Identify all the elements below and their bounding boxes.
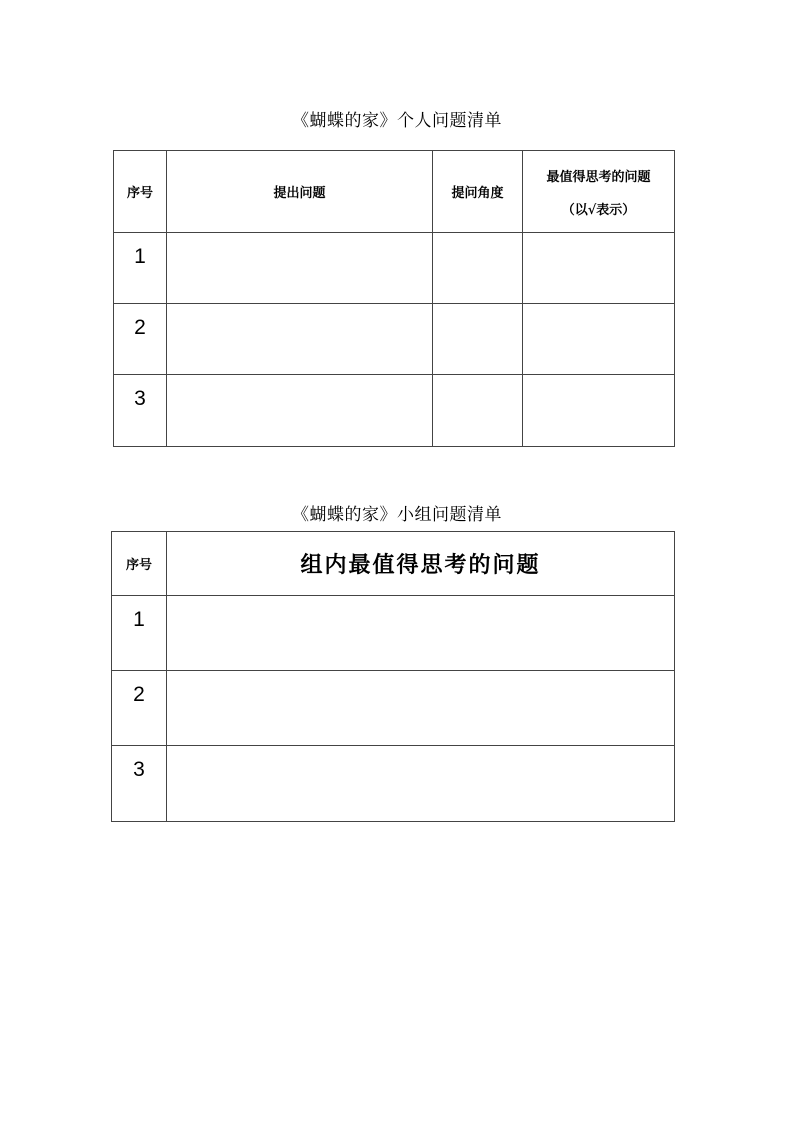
question-cell[interactable] — [167, 233, 433, 304]
row-index: 1 — [114, 233, 167, 304]
header-question: 提出问题 — [167, 151, 433, 233]
header-group-best-question: 组内最值得思考的问题 — [167, 532, 675, 596]
best-check-cell[interactable] — [523, 375, 675, 447]
question-cell[interactable] — [167, 304, 433, 375]
header-index: 序号 — [112, 532, 167, 596]
group-question-cell[interactable] — [167, 671, 675, 746]
header-best-line2: （以√表示） — [561, 202, 636, 218]
best-check-cell[interactable] — [523, 304, 675, 375]
table-row — [114, 375, 675, 447]
row-index: 2 — [112, 671, 167, 746]
individual-question-table — [113, 150, 675, 447]
table-row — [112, 596, 675, 671]
header-best-line1: 最值得思考的问题 — [546, 169, 651, 185]
angle-cell[interactable] — [433, 233, 523, 304]
angle-cell[interactable] — [433, 375, 523, 447]
table-row — [114, 233, 675, 304]
question-cell[interactable] — [167, 375, 433, 447]
table-row — [114, 304, 675, 375]
table-row — [112, 671, 675, 746]
row-index: 2 — [114, 304, 167, 375]
best-check-cell[interactable] — [523, 233, 675, 304]
angle-cell[interactable] — [433, 304, 523, 375]
group-question-cell[interactable] — [167, 596, 675, 671]
group-question-table — [111, 531, 675, 822]
individual-list-title: 《蝴蝶的家》个人问题清单 — [292, 111, 502, 131]
header-best-question — [523, 151, 675, 233]
group-list-title: 《蝴蝶的家》小组问题清单 — [292, 505, 502, 525]
table-row — [112, 746, 675, 822]
header-angle: 提问角度 — [433, 151, 523, 233]
header-index: 序号 — [114, 151, 167, 233]
group-header-row — [112, 532, 675, 596]
row-index: 3 — [112, 746, 167, 822]
group-question-cell[interactable] — [167, 746, 675, 822]
row-index: 3 — [114, 375, 167, 447]
row-index: 1 — [112, 596, 167, 671]
individual-header-row — [114, 151, 675, 233]
